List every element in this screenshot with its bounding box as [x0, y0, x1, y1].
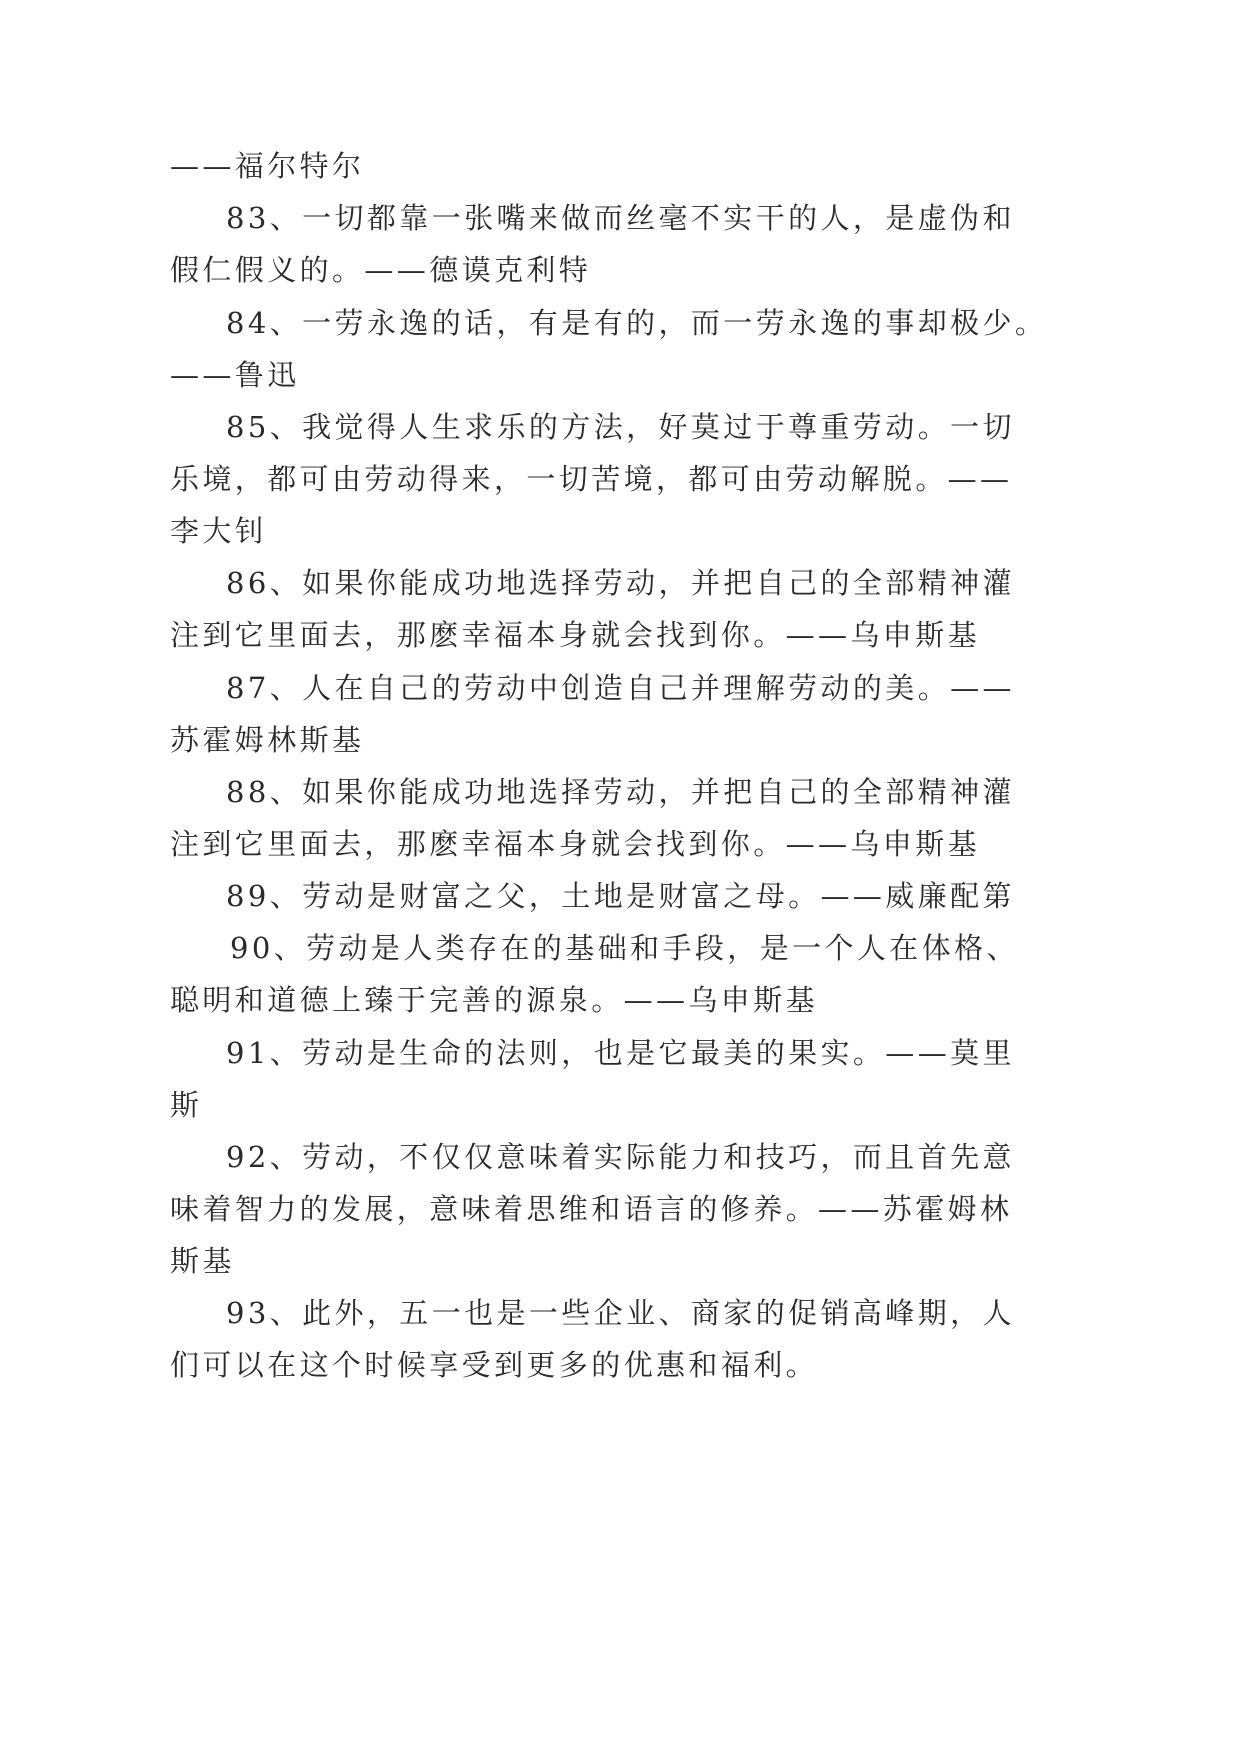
text-line: 苏霍姆林斯基	[170, 723, 365, 757]
text-line: 斯基	[170, 1244, 235, 1278]
text-line: ——鲁迅	[170, 358, 300, 392]
text-line: 89、劳动是财富之父，土地是财富之母。——威廉配第	[226, 879, 1015, 913]
text-line: 味着智力的发展，意味着思维和语言的修养。——苏霍姆林	[170, 1192, 1013, 1226]
text-line: 90、劳动是人类存在的基础和手段，是一个人在体格、	[230, 931, 1019, 965]
text-line: 斯	[170, 1088, 203, 1122]
text-line: 87、人在自己的劳动中创造自己并理解劳动的美。——	[226, 671, 1015, 705]
text-line: 83、一切都靠一张嘴来做而丝毫不实干的人，是虚伪和	[226, 201, 1015, 235]
text-line: 92、劳动，不仅仅意味着实际能力和技巧，而且首先意	[226, 1140, 1015, 1174]
text-line: 聪明和道德上臻于完善的源泉。——乌申斯基	[170, 983, 819, 1017]
text-line: 84、一劳永逸的话，有是有的，而一劳永逸的事却极少。	[226, 306, 1048, 340]
text-line: 注到它里面去，那麽幸福本身就会找到你。——乌申斯基	[170, 618, 981, 652]
text-line: 85、我觉得人生求乐的方法，好莫过于尊重劳动。一切	[226, 410, 1015, 444]
text-line: 91、劳动是生命的法则，也是它最美的果实。——莫里	[226, 1036, 1015, 1070]
text-line: ——福尔特尔	[170, 149, 365, 183]
text-line: 88、如果你能成功地选择劳动，并把自己的全部精神灌	[226, 775, 1015, 809]
text-line: 93、此外，五一也是一些企业、商家的促销高峰期，人	[226, 1296, 1015, 1330]
text-line: 乐境，都可由劳动得来，一切苦境，都可由劳动解脱。——	[170, 462, 1013, 496]
text-line: 李大钊	[170, 514, 268, 548]
text-line: 假仁假义的。——德谟克利特	[170, 253, 592, 287]
text-line: 注到它里面去，那麽幸福本身就会找到你。——乌申斯基	[170, 827, 981, 861]
text-line: 86、如果你能成功地选择劳动，并把自己的全部精神灌	[226, 566, 1015, 600]
text-line: 们可以在这个时候享受到更多的优惠和福利。	[170, 1348, 819, 1382]
